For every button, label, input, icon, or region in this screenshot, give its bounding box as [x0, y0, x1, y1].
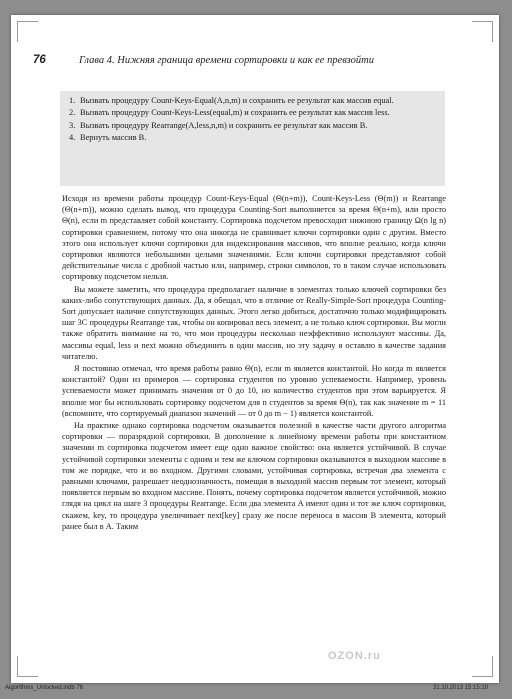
ozon-watermark: OZON.ru: [328, 650, 381, 662]
step-text: Вызвать процедуру Count-Keys-Less(equal,m) и сохранить ее результат как массив less.: [80, 108, 390, 118]
step-text: Вернуть массив B.: [80, 133, 147, 143]
step-number: 1.: [69, 96, 76, 105]
step-text: Вызвать процедуру Count-Keys-Equal(A,n,m) и сохранить ее результат как массив equal.: [80, 96, 394, 105]
page-number: 76: [33, 54, 46, 66]
procedure-step: [60, 120, 445, 131]
crop-mark-top-left: [17, 21, 38, 42]
print-file-info: Algorithms_Unlocked.indb 76: [5, 685, 84, 691]
crop-mark-bottom-left: [17, 656, 38, 677]
step-text: Вызвать процедуру Rearrange(A,less,n,m) и сохранить ее результат как массив B.: [80, 120, 368, 130]
paragraph-satellite-data: Вы можете заметить, что процедура предполагает наличие в элементах только ключей сортировки без каких-либо сопутствующих данных. Да, я обещал, что в отличие от Really-Simple-Sort процедура Counting-Sort допускает наличие сопутствующих данных. Этого легко добиться, достаточно только модифицировать шаг 3С процедуры Rearrange так, чтобы он копировал весь элемент, а не только ключ сортировки. Вы могли также обратить внимание на то, что мои процедуры несколько неэффективно используют массивы. Да, массивы equal, less и next можно объединить в один массив, но эту задачу я оставлю в качестве задания читателю.: [62, 284, 446, 361]
step-number: 4.: [69, 133, 76, 143]
page-header: [33, 54, 449, 70]
procedure-step: [60, 132, 445, 143]
step-number: 3.: [69, 120, 76, 130]
procedure-step: [60, 95, 445, 106]
crop-mark-bottom-right: [472, 656, 493, 677]
paragraph-running-time: Исходя из времени работы процедур Count-Keys-Equal (Θ(n+m)), Count-Keys-Less (Θ(m)) и Rearrange (Θ(n+m)), можно сделать вывод, что процедура Counting-Sort выполняется за время Θ(n+m), или просто Θ(n), если m представляет собой константу. Сортировка подсчетом превосходит нижнюю границу Ω(n lg n) сортировки сравнением, потому что она никогда не сравнивает ключи сортировки один с другим. Вместо этого она использует ключи сортировки для индексирования массивов, что вполне реально, когда ключи сортировки являются небольшими целыми значениями. Если ключи сортировки представляют собой действительные числа с дробной частью или, например, строки символов, то в таком случае использовать сортировку подсчетом нельзя.: [62, 194, 446, 282]
print-timestamp: 31.10.2013 15:15:10: [433, 685, 489, 691]
running-head: Глава 4. Нижняя граница времени сортировки и как ее превзойти: [79, 55, 374, 66]
procedure-steps-box: [60, 91, 445, 186]
procedure-steps-list: [60, 91, 445, 143]
crop-mark-top-right: [472, 21, 493, 42]
paragraph-stability: На практике однако сортировка подсчетом оказывается полезной в качестве части другого алгоритма сортировки — поразрядной сортировки. В дополнение к линейному времени работы при константном значении m сортировка подсчетом имеет еще одно важное свойство: она является устойчивой. В случае устойчивой сортировки элементы с одним и тем же ключом сортировки оказываются в выходном массиве в том же порядке, что и во входном. Другими словами, устойчивая сортировка, встречая два элемента с равными ключами, разрешает неоднозначность, помещая в выходной массив первым тот элемент, который появляется первым во входном массиве. Понять, почему сортировка подсчетом является устойчивой, можно глядя на цикл на шаге 3 процедуры Rearrange. Если два элемента A имеют один и тот же ключ сортировки, скажем, key, то процедура увеличивает next[key] сразу же после переноса в массив B элемента, который ранее был в A. Таким: [62, 421, 446, 531]
step-number: 2.: [69, 108, 76, 118]
paragraph-constant-m: Я постоянно отмечал, что время работы равно Θ(n), если m является константой. Но когда m является константой? Один из примеров — сортировка студентов по уровню успеваемости. Например, уровень успеваемости может принимать значения от 0 до 10, но количество студентов при этом варьируется. Я вполне мог бы использовать сортировку подсчетом для n студентов за время Θ(n), так как значение m = 11 (вспомните, что сортируемый диапазон значений — от 0 до m − 1) является константой.: [62, 364, 446, 418]
procedure-step: [60, 107, 445, 118]
body-text: [62, 193, 446, 532]
